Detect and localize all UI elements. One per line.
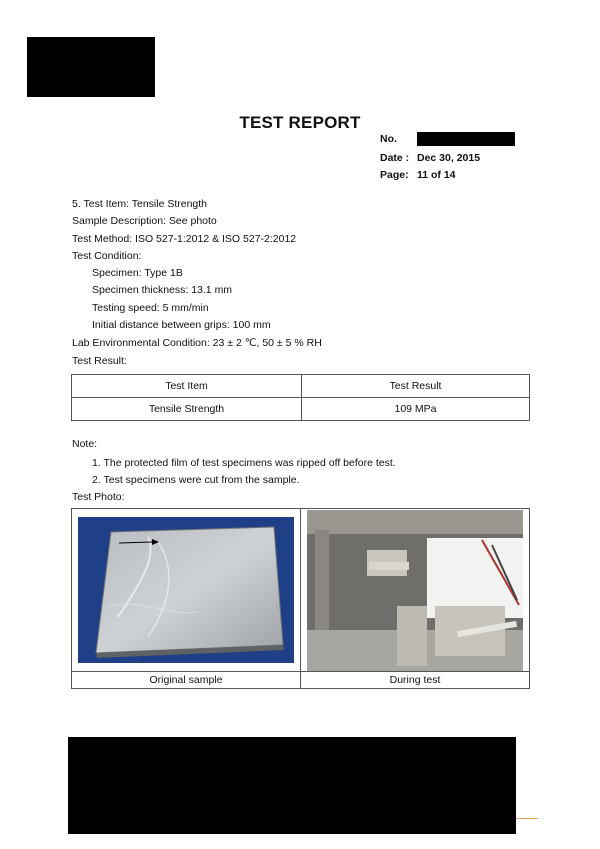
- photo-cell-original: [72, 509, 301, 672]
- logo-redaction: [27, 37, 155, 97]
- photo-cell-during: [301, 509, 530, 672]
- report-date-label: Date :: [380, 152, 410, 164]
- table-row: [72, 398, 530, 421]
- report-date-row: [380, 152, 480, 164]
- result-table-header-cell: Test Item: [72, 375, 302, 398]
- condition-grip-distance: Initial distance between grips: 100 mm: [92, 319, 271, 331]
- note-item: 1. The protected film of test specimens was ripped off before test.: [92, 457, 396, 469]
- condition-speed: Testing speed: 5 mm/min: [92, 302, 209, 314]
- report-number-redaction: [417, 132, 515, 146]
- lab-condition-line: Lab Environmental Condition: 23 ± 2 ℃, 50 ± 5 % RH: [72, 337, 322, 349]
- report-page-row: [380, 169, 456, 181]
- footer-redaction: [68, 737, 516, 834]
- condition-specimen: Specimen: Type 1B: [92, 267, 183, 279]
- result-table-cell: 109 MPa: [302, 398, 530, 421]
- test-photo-label: Test Photo:: [72, 491, 125, 503]
- test-result-label: Test Result:: [72, 355, 127, 367]
- note-item: 2. Test specimens were cut from the sample.: [92, 474, 300, 486]
- test-method-line: Test Method: ISO 527-1:2012 & ISO 527-2:2012: [72, 233, 297, 245]
- condition-thickness: Specimen thickness: 13.1 mm: [92, 284, 233, 296]
- photo-caption-original: Original sample: [72, 672, 301, 689]
- result-table-header-cell: Test Result: [302, 375, 530, 398]
- during-test-photo: [307, 510, 523, 671]
- report-number-row: [380, 133, 421, 145]
- report-page-value: 11 of 14: [417, 169, 456, 181]
- photo-table: [71, 508, 530, 689]
- sample-description-line: Sample Description: See photo: [72, 215, 217, 227]
- report-number-separator: :: [417, 133, 421, 145]
- report-title: TEST REPORT: [239, 113, 361, 132]
- note-label: Note:: [72, 438, 98, 450]
- result-table-cell: Tensile Strength: [72, 398, 302, 421]
- footer-accent-line: [516, 818, 538, 819]
- original-sample-photo: [78, 517, 294, 663]
- test-condition-label: Test Condition:: [72, 250, 142, 262]
- result-table: [71, 374, 530, 421]
- test-item-line: 5. Test Item: Tensile Strength: [72, 198, 208, 210]
- report-date-value: Dec 30, 2015: [417, 152, 481, 164]
- photo-caption-during: During test: [301, 672, 530, 689]
- result-table-header-row: [72, 375, 530, 398]
- report-number-label: No.: [380, 133, 397, 145]
- report-page-label: Page:: [380, 169, 409, 181]
